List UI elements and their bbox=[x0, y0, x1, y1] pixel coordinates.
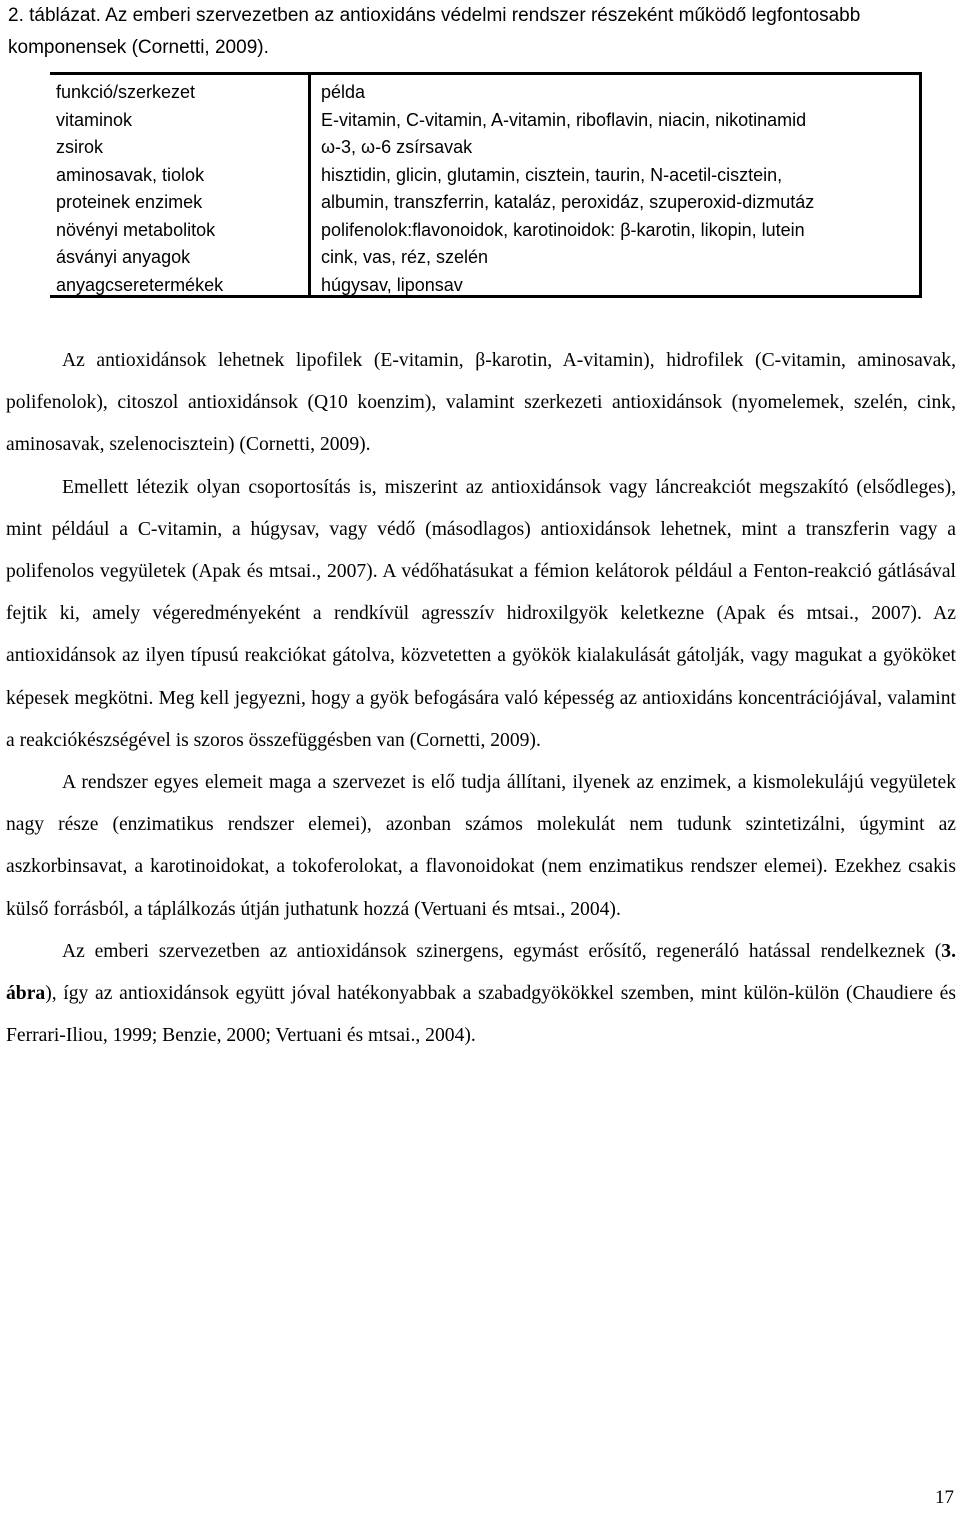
table-header-example: példa bbox=[321, 82, 366, 102]
table-cell-example: cink, vas, réz, szelén bbox=[321, 247, 489, 267]
paragraph-synthesis: A rendszer egyes elemeit maga a szervezet is elő tudja állítani, ilyenek az enzimek, a kismolekulájú vegyületek nagy része (enzimatikus rendszer elemei), azonban számos molekulát nem tudunk szintetizálni, úgymint az aszkorbinsavat, a karotinoidokat, a tokoferolokat, a flavonoidokat (nem enzimatikus rendszer elemei). Ezekhez csakis külső forrásból, a táplálkozás útján juthatunk hozzá (Vertuani és mtsai., 2004). bbox=[6, 772, 956, 920]
table-cell-function: növényi metabolitok bbox=[56, 219, 216, 240]
table-cell-function: zsirok bbox=[56, 137, 104, 157]
body-text bbox=[6, 340, 956, 1057]
table-column-function bbox=[56, 79, 301, 299]
table-cell-example: albumin, transzferrin, kataláz, peroxidáz, szuperoxid-dizmutáz bbox=[321, 192, 815, 212]
table-cell-function: vitaminok bbox=[56, 109, 133, 130]
paragraph-lipophilic-hydrophilic: Az antioxidánsok lehetnek lipofilek (E-vitamin, β-karotin, A-vitamin), hidrofilek (C-vitamin, aminosavak, polifenolok), citoszol antioxidánsok (Q10 koenzim), valamint szerkezeti antioxidánsok (nyomelemek, szelén, cink, aminosavak, szelenocisztein) (Cornetti, 2009). bbox=[6, 350, 956, 456]
table-caption-line-1: 2. táblázat. Az emberi szervezetben az antioxidáns védelmi rendszer részeként működő legfontosabb bbox=[8, 5, 861, 26]
table-cell-example: húgysav, liponsav bbox=[321, 274, 463, 295]
table-header-function: funkció/szerkezet bbox=[56, 82, 196, 102]
paragraph-synergy bbox=[6, 931, 956, 1058]
table-cell-function: ásványi anyagok bbox=[56, 247, 191, 267]
figure-reference: 3. ábra bbox=[6, 940, 956, 1005]
table-caption bbox=[8, 0, 948, 64]
antioxidant-components-table bbox=[50, 72, 922, 298]
table-column-divider bbox=[308, 75, 311, 295]
paragraph-synergy-start: Az emberi szervezetben az antioxidánsok szinergens, egymást erősítő, regeneráló hatással rendelkeznek ( bbox=[62, 940, 942, 962]
table-cell-example: ω-3, ω-6 zsírsavak bbox=[321, 137, 473, 157]
table-caption-line-2: komponensek (Cornetti, 2009). bbox=[8, 37, 269, 58]
paragraph-classification: Emellett létezik olyan csoportosítás is, miszerint az antioxidánsok vagy láncreakciót megszakító (elsődleges), mint például a C-vitamin, a húgysav, vagy védő (másodlagos) antioxidánsok lehetnek, mint a transzferin vagy a polifenolos vegyületek (Apak és mtsai., 2007). A védőhatásukat a fémion kelátorok például a Fenton-reakció gátlásával fejtik ki, amely végeredményeként a rendkívül agresszív hidroxilgyök keletkezne (Apak és mtsai., 2007). Az antioxidánsok az ilyen típusú reakciókat gátolva, közvetetten a gyökök kialakulását gátolják, vagy magukat a gyököket képesek megkötni. Meg kell jegyezni, hogy a gyök befogására való képesség az antioxidáns koncentrációjával, valamint a reakciókészségével is szoros összefüggésben van (Cornetti, 2009). bbox=[6, 476, 956, 751]
table-cell-function: proteinek enzimek bbox=[56, 192, 203, 212]
table-cell-example: E-vitamin, C-vitamin, A-vitamin, riboflavin, niacin, nikotinamid bbox=[321, 109, 807, 130]
table-cell-function: aminosavak, tiolok bbox=[56, 164, 205, 185]
table-cell-function: anyagcseretermékek bbox=[56, 274, 224, 295]
paragraph-synergy-end: ), így az antioxidánsok együtt jóval hatékonyabbak a szabadgyökökkel szemben, mint külön-külön (Chaudiere és Ferrari-Iliou, 1999; Benzie, 2000; Vertuani és mtsai., 2004). bbox=[6, 983, 956, 1047]
page-number: 17 bbox=[935, 1487, 954, 1508]
table-cell-example: polifenolok:flavonoidok, karotinoidok: β-karotin, likopin, lutein bbox=[321, 219, 805, 240]
table-cell-example: hisztidin, glicin, glutamin, cisztein, taurin, N-acetil-cisztein, bbox=[321, 164, 783, 185]
table-column-example bbox=[321, 79, 921, 299]
